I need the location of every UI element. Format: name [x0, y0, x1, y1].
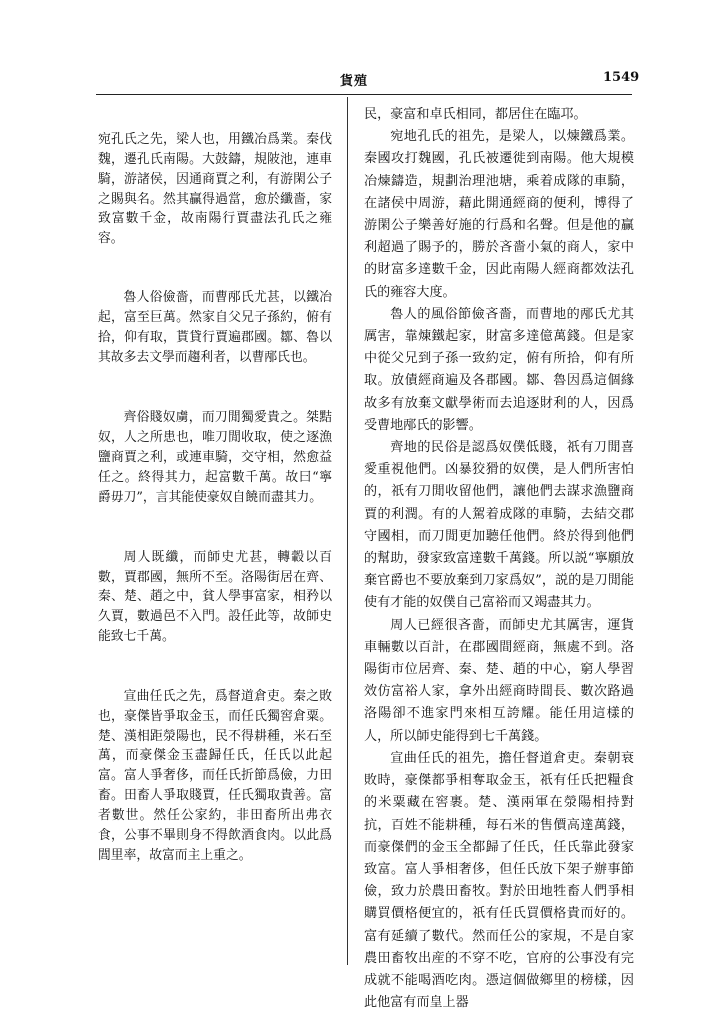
column-divider: [347, 97, 348, 965]
classical-paragraph-caobing: 魯人俗儉嗇，而曹邴氏尤甚，以鐵冶起，富至巨萬。然家自父兄子孫約，俯有拾，仰有取，貰貸行賈遍郡國。鄒、魯以其故多去文學而趨利者，以曹邴氏也。: [98, 290, 332, 365]
translation-paragraph-shishi: 周人已經很吝嗇，而師史尤其厲害，運貨車輛數以百計，在郡國間經商，無處不到。洛陽街市位居齊、秦、楚、趙的中心，窮人學習效仿富裕人家，拿外出經商時間長、數次路過洛陽卻不進家門來相互誇耀。能任用這樣的人，所以師史能得到七千萬錢。: [364, 617, 634, 744]
header-rule: [96, 94, 632, 95]
translation-paragraph-renshi: 宣曲任氏的祖先，擔任督道倉吏。秦朝衰敗時，豪傑都爭相奪取金玉，祇有任氏把糧食的米粟藏在窖裹。楚、漢兩軍在滎陽相持對抗，百姓不能耕種，每石米的售價高達萬錢，而豪傑們的金玉全都歸了任氏，任氏靠此發家致富。富人爭相奢侈，但任氏放下架子辦事節儉，致力於農田畜牧。對於田地牲畜人們爭相購買價格便宜的，祇有任氏買價格貴而好的。富有延續了數代。然而任公的家規，不是自家農田畜牧出産的不穿不吃，官府的公事没有完成就不能喝酒吃肉。憑這個做鄉里的榜樣，因此他富有而皇上器: [364, 750, 634, 1011]
classical-paragraph-renshi: 宣曲任氏之先，爲督道倉吏。秦之敗也，豪傑皆爭取金玉，而任氏獨窖倉粟。楚、漢相距滎陽也，民不得耕種，米石至萬，而豪傑金玉盡歸任氏，任氏以此起富。富人爭奢侈，而任氏折節爲儉，力田畜。田畜人爭取賤賈，任氏獨取貴善。富者數世。然任公家約，非田畜所出弗衣食，公事不畢則身不得飲酒食肉。以此爲閭里率，故富而主上重之。: [98, 688, 332, 863]
classical-paragraph-diaoxian: 齊俗賤奴虜，而刀閒獨愛貴之。桀黠奴，人之所患也，唯刀閒收取，使之逐漁鹽商賈之利，或連車騎，交守相，然愈益任之。終得其力，起富數千萬。故曰“寧爵毋刀”，言其能使豪奴自饒而盡其力。: [98, 410, 332, 505]
running-head-title: 貨殖: [340, 74, 369, 89]
translation-paragraph-kong: 宛地孔氏的祖先，是梁人，以煉鐵爲業。秦國攻打魏國，孔氏被遷徙到南陽。他大規模冶煉鑄造，規劃治理池塘，乘着成隊的車騎，在諸侯中周游，藉此開通經商的便利，博得了游閑公子樂善好施的行爲和名聲。但是他的贏利超過了賜予的，勝於吝嗇小氣的商人，家中的財富多達數千金，因此南陽人經商都效法孔氏的雍容大度。: [364, 129, 634, 300]
translation-paragraph-continued: 民，豪富和卓氏相同，都居住在臨邛。: [364, 107, 587, 122]
translation-paragraph-diaoxian: 齊地的民俗是認爲奴僕低賤，祇有刀閒喜愛重視他們。凶暴狡猾的奴僕，是人們所害怕的，祇有刀閒收留他們，讓他們去謀求漁鹽商賈的利潤。有的人駕着成隊的車騎，去結交郡守國相，而刀閒更加聽任他們。終於得到他們的幫助，發家致富達數千萬錢。所以説“寧願放棄官爵也不要放棄到刀家爲奴”，説的是刀閒能使有才能的奴僕自己富裕而又竭盡其力。: [364, 440, 634, 611]
classical-text-column: [98, 130, 332, 865]
page-number: 1549: [603, 70, 640, 85]
classical-paragraph-shishi: 周人既纖，而師史尤甚，轉轂以百數，賈郡國，無所不至。洛陽街居在齊、秦、楚、趙之中，貧人學事富家，相矜以久賈，數過邑不入門。設任此等，故師史能致七千萬。: [98, 549, 332, 645]
translation-text-column: [364, 104, 634, 1014]
classical-paragraph-kong: 宛孔氏之先，梁人也，用鐵冶爲業。秦伐魏，遷孔氏南陽。大鼓鑄，規陂池，連車騎，游諸侯，因通商賈之利，有游閑公子之賜與名。然其贏得過當，愈於纖嗇，家致富數千金，故南陽行賈盡法孔氏之雍容。: [98, 132, 332, 247]
translation-paragraph-caobing: 魯人的風俗節儉吝嗇，而曹地的邴氏尤其厲害，靠煉鐵起家，財富多達億萬錢。但是家中從父兄到子孫一致約定，俯有所拾，仰有所取。放債經商遍及各郡國。鄒、魯因爲這個緣故多有放棄文獻學術而去追逐財利的人，因爲受曹地邴氏的影響。: [364, 306, 634, 433]
